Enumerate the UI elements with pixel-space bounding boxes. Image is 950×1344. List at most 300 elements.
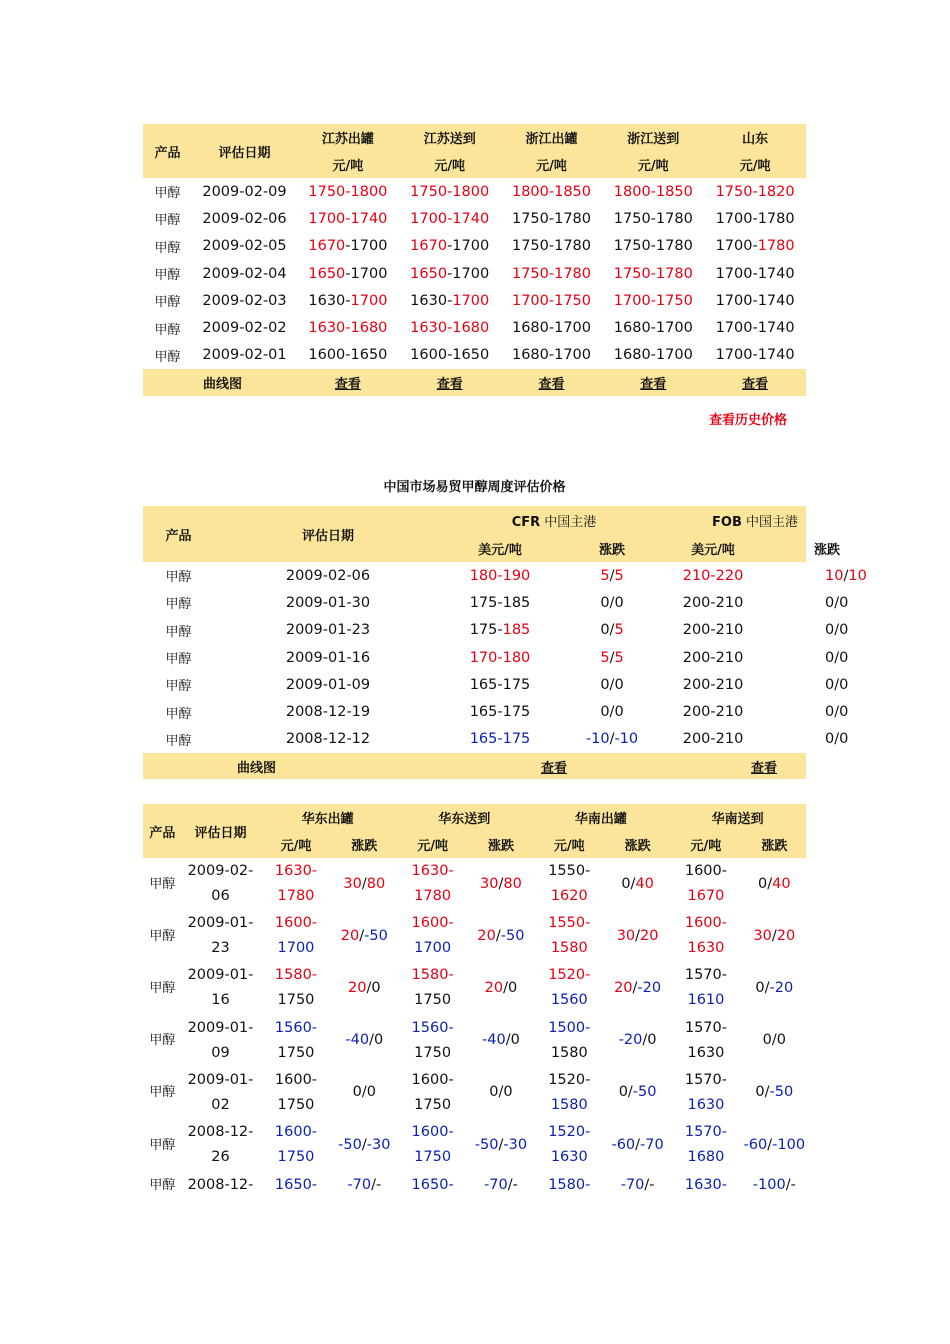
value-segment: 1520- [548, 1124, 591, 1141]
value-segment: 1700 [350, 292, 388, 309]
change-cell [760, 562, 867, 589]
date-cell: 2009-02-02 [202, 320, 287, 337]
change-cell [333, 1067, 396, 1119]
change-cell [469, 1171, 532, 1201]
price-cell [297, 287, 399, 314]
value-segment: 5 [614, 649, 624, 666]
value-line [396, 1145, 469, 1170]
price-cell [396, 1067, 469, 1119]
price-cell [602, 314, 704, 341]
date-cell: 2009-01-09 [285, 676, 371, 693]
value-segment: 175-185 [469, 594, 531, 611]
value-segment: 5 [600, 649, 610, 666]
value-segment: 1570- [684, 1019, 727, 1036]
value-segment: / [495, 927, 501, 944]
change-cell [760, 589, 849, 616]
value-line [606, 976, 669, 1001]
header-region: 山东 [742, 132, 769, 147]
price-cell [297, 205, 399, 232]
value-segment: 200-210 [682, 594, 744, 611]
value-segment: 175- [469, 622, 503, 639]
value-line [533, 859, 606, 884]
change-cell [606, 1119, 669, 1171]
price-cell [501, 233, 603, 260]
value-segment: 1630- [308, 292, 351, 309]
date-cell: 2009-02-03 [202, 292, 287, 309]
price-cell [297, 178, 399, 205]
product-cell: 甲醇 [149, 1085, 176, 1101]
value-segment: 1680-1700 [613, 347, 693, 364]
price-cell [501, 287, 603, 314]
value-segment: 1520- [548, 1071, 591, 1088]
header-region: 华南出罐 [574, 812, 627, 827]
header-price-unit: 美元/吨 [691, 542, 735, 558]
price-cell [533, 1119, 606, 1171]
value-segment: 1700-1740 [715, 292, 795, 309]
value-line [533, 884, 606, 909]
value-line [259, 1120, 332, 1145]
product-cell: 甲醇 [165, 570, 192, 586]
price-cell [666, 726, 760, 753]
header-region: 华东出罐 [301, 812, 354, 827]
table2-footer-row [143, 753, 806, 779]
value-line [743, 872, 806, 897]
value-segment: 1750 [414, 1044, 452, 1061]
value-segment: / [361, 1136, 367, 1153]
change-cell [743, 1119, 806, 1171]
value-segment: 170-180 [469, 649, 531, 666]
price-cell [533, 910, 606, 962]
header-region: 江苏出罐 [321, 132, 374, 147]
value-segment: -100 [772, 1136, 806, 1153]
change-cell [469, 1015, 532, 1067]
value-segment: 1580- [274, 967, 318, 984]
value-line [669, 963, 742, 988]
value-segment: 40 [772, 875, 791, 892]
date-cell [182, 1015, 260, 1067]
price-cell [602, 260, 704, 287]
value-segment: 1750-1780 [511, 265, 592, 282]
date-line: 06 [211, 888, 230, 905]
header-region: 华东送到 [438, 812, 491, 827]
value-segment: 80 [503, 875, 522, 892]
value-segment: 10 [848, 567, 867, 584]
date-cell: 2009-02-06 [285, 567, 371, 584]
value-segment: / [361, 875, 367, 892]
value-line [669, 988, 742, 1013]
price-cell [704, 314, 806, 341]
price-cell [602, 342, 704, 369]
value-segment: 1600- [684, 863, 727, 880]
value-line [606, 924, 669, 949]
price-cell [297, 342, 399, 369]
value-segment: 5 [600, 567, 610, 584]
change-cell [743, 1171, 806, 1201]
value-segment: -20 [769, 979, 794, 996]
value-line [396, 1041, 469, 1066]
value-segment: 30 [753, 927, 772, 944]
date-cell [182, 1067, 260, 1119]
value-segment: 1600- [411, 1124, 454, 1141]
price-cell [399, 178, 501, 205]
product-cell: 甲醇 [165, 733, 192, 749]
value-segment: 1560- [411, 1019, 454, 1036]
change-cell [606, 1171, 669, 1201]
price-table-regional [143, 804, 806, 1201]
value-segment: -20 [618, 1032, 643, 1049]
date-line: 23 [211, 940, 230, 957]
view-chart-link[interactable]: 查看 [751, 760, 778, 776]
value-segment: -70 [640, 1136, 664, 1153]
change-cell [333, 1015, 396, 1067]
value-line [469, 1028, 532, 1053]
header-price-unit: 元/吨 [690, 839, 722, 854]
date-cell [182, 858, 260, 910]
value-line [396, 988, 469, 1013]
product-cell: 甲醇 [149, 1137, 176, 1153]
price-cell [442, 644, 558, 671]
date-cell: 2009-02-06 [202, 210, 287, 227]
view-chart-link[interactable]: 查看 [541, 760, 568, 776]
value-segment: -30 [366, 1136, 391, 1153]
value-segment: 1560 [550, 992, 588, 1009]
table3-body [143, 858, 806, 1201]
value-line [259, 1093, 332, 1118]
value-segment: 1580 [550, 1096, 588, 1113]
value-segment: 0/0 [825, 704, 849, 721]
price-cell [399, 260, 501, 287]
value-line [743, 924, 806, 949]
value-segment: 0/0 [352, 1084, 376, 1101]
view-chart-link[interactable]: 查看 [436, 377, 463, 393]
value-segment: / [359, 927, 365, 944]
value-segment: 1620 [550, 888, 588, 905]
table3-header-row [143, 804, 806, 831]
price-cell [442, 698, 558, 725]
value-line [259, 1068, 332, 1093]
header-price-unit: 元/吨 [417, 839, 448, 854]
price-cell [669, 1015, 742, 1067]
value-segment: 10 [825, 567, 844, 584]
value-segment: 1600- [274, 1124, 318, 1141]
header-unit: 元/吨 [434, 159, 466, 174]
value-segment: 1630-1680 [410, 320, 490, 337]
date-line: 2009-01- [187, 967, 254, 984]
value-segment: 185 [502, 622, 531, 639]
value-segment: 1630-1680 [308, 320, 388, 337]
header-change: 涨跌 [761, 839, 788, 854]
view-history-link[interactable]: 查看历史价格 [709, 413, 788, 428]
price-cell [259, 1067, 332, 1119]
value-segment: 1600-1650 [308, 347, 388, 364]
value-segment: / [771, 927, 777, 944]
date-cell: 2009-02-04 [202, 265, 287, 282]
table-row [143, 698, 806, 725]
change-cell [760, 698, 849, 725]
change-cell [743, 962, 806, 1014]
value-segment: /- [507, 1177, 518, 1194]
product-cell: 甲醇 [165, 652, 192, 668]
value-line [469, 1173, 532, 1198]
value-segment: 0/0 [600, 676, 624, 693]
value-line [469, 872, 532, 897]
value-line [396, 1016, 469, 1041]
price-cell [669, 910, 742, 962]
value-segment: 1570- [684, 967, 727, 984]
value-segment: /- [371, 1177, 382, 1194]
price-cell [669, 962, 742, 1014]
value-segment: 0/0 [825, 731, 849, 748]
value-line [606, 1080, 669, 1105]
value-segment: 1630- [411, 863, 454, 880]
date-cell: 2009-01-16 [285, 649, 371, 666]
value-segment: 1580 [550, 940, 588, 957]
value-line [669, 1145, 742, 1170]
header-date: 评估日期 [194, 825, 247, 841]
value-segment: 1700-1750 [511, 292, 592, 309]
price-cell [704, 342, 806, 369]
header-unit: 元/吨 [332, 159, 364, 174]
value-segment: 1520- [548, 967, 591, 984]
price-cell [399, 314, 501, 341]
value-segment: 1630 [687, 1096, 725, 1113]
change-cell [558, 589, 666, 616]
change-cell [333, 910, 396, 962]
value-segment: 1550- [548, 863, 591, 880]
table-row [143, 644, 806, 671]
value-segment: 1630- [684, 1177, 727, 1194]
value-segment: / [498, 875, 504, 892]
value-line [333, 924, 396, 949]
value-segment: 1630- [274, 863, 318, 880]
value-segment: 1680-1700 [613, 320, 693, 337]
value-segment: 1650- [274, 1177, 318, 1194]
value-line [333, 872, 396, 897]
value-line [533, 1093, 606, 1118]
value-segment: /0 [369, 1032, 384, 1049]
date-cell [182, 1171, 260, 1201]
product-cell: 甲醇 [165, 679, 192, 695]
header-product: 产品 [165, 528, 192, 544]
value-segment: 1700-1740 [715, 320, 795, 337]
value-segment: 1700 [277, 940, 315, 957]
price-cell [442, 589, 558, 616]
value-line [333, 1133, 396, 1158]
value-line [669, 1068, 742, 1093]
value-line [533, 1041, 606, 1066]
value-segment: 1750-1820 [715, 183, 795, 200]
value-segment: 1600- [411, 915, 454, 932]
value-segment: -70 [347, 1177, 372, 1194]
value-segment: 0/0 [489, 1084, 513, 1101]
value-line [259, 911, 332, 936]
value-segment: -60 [611, 1136, 636, 1153]
price-cell [396, 1119, 469, 1171]
table2-title: 中国市场易贸甲醇周度评估价格 [383, 480, 566, 495]
product-cell: 甲醇 [154, 213, 181, 229]
value-segment: 1650 [410, 265, 448, 282]
value-segment: -1700 [345, 265, 388, 282]
value-segment: 1750-1780 [613, 210, 693, 227]
value-segment: -10 [614, 731, 639, 748]
change-cell [606, 1067, 669, 1119]
change-cell [743, 910, 806, 962]
value-segment: 210-220 [682, 567, 744, 584]
value-line [469, 1133, 532, 1158]
product-cell: 甲醇 [154, 295, 181, 311]
header-price-unit: 美元/吨 [478, 542, 522, 558]
value-segment: 1580 [550, 1044, 588, 1061]
date-cell: 2009-02-05 [202, 238, 287, 255]
value-line [669, 936, 742, 961]
value-segment: -70 [484, 1177, 508, 1194]
value-line [743, 1173, 806, 1198]
view-chart-link[interactable]: 查看 [538, 377, 565, 393]
value-segment: 0/0 [825, 622, 849, 639]
value-segment: 1750-1780 [613, 265, 693, 282]
change-cell [760, 726, 849, 753]
value-line [396, 884, 469, 909]
price-cell [259, 1119, 332, 1171]
price-cell [533, 1067, 606, 1119]
header-unit: 元/吨 [739, 159, 771, 174]
header-change: 涨跌 [624, 839, 651, 854]
value-segment: 30 [343, 875, 362, 892]
value-line [606, 1133, 669, 1158]
value-line [333, 1080, 396, 1105]
date-cell [182, 910, 260, 962]
value-segment: / [767, 1136, 773, 1153]
value-line [333, 976, 396, 1001]
view-chart-link[interactable]: 查看 [742, 377, 769, 393]
change-cell [743, 1015, 806, 1067]
header-change: 涨跌 [351, 839, 378, 854]
value-segment: 1700-1740 [715, 347, 795, 364]
change-cell [743, 858, 806, 910]
price-cell [259, 910, 332, 962]
value-segment: 1700- [715, 238, 758, 255]
value-line [669, 1016, 742, 1041]
value-line [469, 976, 532, 1001]
value-line [259, 859, 332, 884]
date-line: 02 [211, 1096, 230, 1113]
value-segment: -40 [482, 1032, 506, 1049]
value-segment: -20 [637, 979, 662, 996]
product-cell: 甲醇 [165, 706, 192, 722]
value-line [743, 1133, 806, 1158]
value-segment: -30 [503, 1136, 528, 1153]
value-segment: 20 [776, 927, 796, 944]
price-cell [704, 205, 806, 232]
price-cell [501, 205, 603, 232]
value-segment: 0/0 [825, 676, 849, 693]
value-segment: 0/ [755, 1084, 770, 1101]
value-segment: 5 [614, 567, 624, 584]
price-cell [533, 1015, 606, 1067]
value-line [669, 1120, 742, 1145]
date-line: 2009-02- [187, 863, 254, 880]
price-cell [399, 205, 501, 232]
value-segment: 1750-1800 [410, 183, 490, 200]
change-cell [760, 671, 849, 698]
value-segment: -50 [769, 1084, 794, 1101]
value-segment: 20 [484, 979, 504, 996]
value-line [396, 936, 469, 961]
value-segment: 1600- [684, 915, 727, 932]
price-cell [297, 260, 399, 287]
value-segment: 1600-1650 [410, 347, 490, 364]
view-chart-link[interactable]: 查看 [334, 377, 361, 393]
value-line [259, 936, 332, 961]
value-segment: 20 [640, 927, 659, 944]
price-cell [399, 233, 501, 260]
price-cell [396, 910, 469, 962]
value-segment: 1680 [687, 1149, 725, 1166]
product-cell: 甲醇 [149, 876, 176, 892]
value-segment: /0 [366, 979, 381, 996]
value-segment: 1630- [410, 292, 453, 309]
price-cell [396, 1015, 469, 1067]
change-cell [469, 1119, 532, 1171]
header-unit: 元/吨 [637, 159, 669, 174]
value-segment: 1600- [411, 1071, 454, 1088]
view-chart-link[interactable]: 查看 [640, 377, 667, 393]
value-segment: 1750 [277, 1044, 315, 1061]
date-line: 09 [211, 1044, 230, 1061]
change-cell [333, 1119, 396, 1171]
value-segment: 1750-1800 [308, 183, 388, 200]
value-segment: -50 [338, 1136, 362, 1153]
price-cell [669, 1067, 742, 1119]
header-price-unit: 元/吨 [280, 839, 312, 854]
value-segment: 1580- [411, 967, 454, 984]
value-line [259, 988, 332, 1013]
product-cell: 甲醇 [154, 349, 181, 365]
value-segment: 5 [614, 622, 624, 639]
value-segment: 165-175 [469, 676, 531, 693]
price-cell [501, 314, 603, 341]
value-line [259, 884, 332, 909]
value-segment: 40 [635, 875, 654, 892]
value-line [669, 1173, 742, 1198]
value-line [533, 963, 606, 988]
value-segment: / [609, 567, 615, 584]
value-line [396, 1068, 469, 1093]
table-row [143, 260, 806, 287]
value-line [606, 1173, 669, 1198]
header-unit: 元/吨 [536, 159, 567, 174]
table-row [143, 205, 806, 232]
value-segment: -70 [620, 1177, 645, 1194]
value-segment: 1750 [414, 992, 452, 1009]
table-row [143, 287, 806, 314]
value-line [396, 1093, 469, 1118]
value-segment: 30 [480, 875, 499, 892]
header-cfr: CFR 中国主港 [511, 514, 597, 530]
value-segment: 1750-1780 [511, 238, 592, 255]
date-cell [182, 962, 260, 1014]
value-line [259, 1016, 332, 1041]
value-segment: 0/ [621, 875, 636, 892]
price-cell [396, 1171, 469, 1201]
price-cell [666, 617, 760, 644]
price-cell [501, 342, 603, 369]
value-segment: -40 [345, 1032, 370, 1049]
value-line [469, 1080, 532, 1105]
value-segment: 1700-1750 [613, 292, 693, 309]
product-cell: 甲醇 [149, 928, 176, 944]
price-cell [442, 617, 558, 644]
